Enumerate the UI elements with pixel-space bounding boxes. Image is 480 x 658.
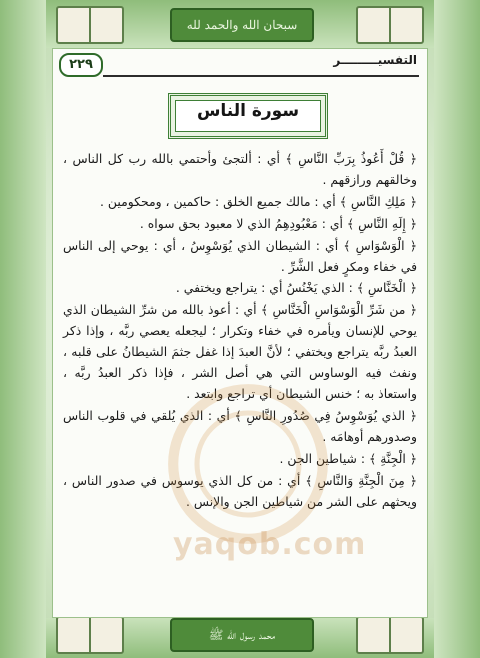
tafsir-paragraph: ﴿ قُلْ أَعُوذُ بِرَبِّ النَّاسِ ﴾ أي : ألتجئ وأحتمي بالله رب كل الناس ، وخالقهم ورازقهم .	[63, 151, 417, 187]
open-book-icon	[56, 616, 124, 654]
surah-title-frame	[168, 93, 328, 139]
open-book-icon	[56, 6, 124, 44]
tafsir-paragraph: ﴿ الْخَنَّاسِ ﴾ : الذي يَخْنُسُ أي : يتراجع ويختفي .	[175, 280, 417, 296]
frame-left-border	[0, 0, 46, 658]
tafsir-paragraph: ﴿ من شَرِّ الْوَسْوَاسِ الْخَنَّاسِ ﴾ أي : أعوذ بالله من شرِّ الشيطان الذي يوحي للإنسان ويأمره في خفاء وتكرار ؛ ليجعله يعصي ربَّه ، وإذا ذكر العبدُ ربَّه يتراجع ويختفي ؛ لأنَّ العبدَ إذا غفل جثمَ الشيطانُ على قلبه ، ونفث فيه الوساوس التي هي أصل الشر ، فإذا ذكر العبدُ ربَّه ، واستعاذ به ؛ خنس الشيطان أي تراجع وابتعد .	[63, 302, 417, 401]
page-number: ٢٢٩	[59, 53, 103, 77]
tafsir-paragraph: ﴿ إِلَهِ النَّاسِ ﴾ أي : مَعْبُودِهِمُ الذي لا معبود بحق سواه .	[139, 215, 417, 231]
running-head: التفسيـــــــــر	[333, 53, 417, 67]
top-calligraphy: سبحان الله والحمد لله	[170, 8, 314, 42]
tafsir-paragraph: ﴿ مَلِكِ النَّاسِ ﴾ أي : مالك جميع الخلق : حاكمين ، ومحكومين .	[100, 193, 417, 209]
tafsir-paragraph: ﴿ الذي يُوَسْوِسُ فِي صُدُورِ النَّاسِ ﴾ أي : الذي يُلقي في قلوب الناس وصدورهم أوهامَه .	[63, 407, 417, 444]
tafsir-text	[63, 149, 417, 513]
tafsir-paragraph: ﴿ الْجِنَّةِ ﴾ : شياطين الجن .	[279, 450, 417, 466]
surah-title: سورة الناس	[175, 100, 321, 132]
bottom-calligraphy: محمد رسول الله ﷺ	[170, 618, 314, 652]
open-book-icon	[356, 616, 424, 654]
frame-right-border	[434, 0, 480, 658]
header-divider	[103, 75, 419, 77]
tafsir-paragraph: ﴿ مِنَ الْجِنَّةِ وَالنَّاسِ ﴾ أي : من كل الذي يوسوس في صدور الناس ، ويحثهم على الشر من شياطين الجن والإنس .	[63, 472, 417, 509]
open-book-icon	[356, 6, 424, 44]
page-content	[52, 48, 428, 618]
tafsir-paragraph: ﴿ الْوَسْوَاسِ ﴾ أي : الشيطان الذي يُوَسْوِسُ ، أي : يوحي إلى الناس في خفاء ومكرٍ فعل الشَّرِّ .	[63, 237, 417, 274]
watermark-text: yaqob.com	[173, 527, 367, 562]
